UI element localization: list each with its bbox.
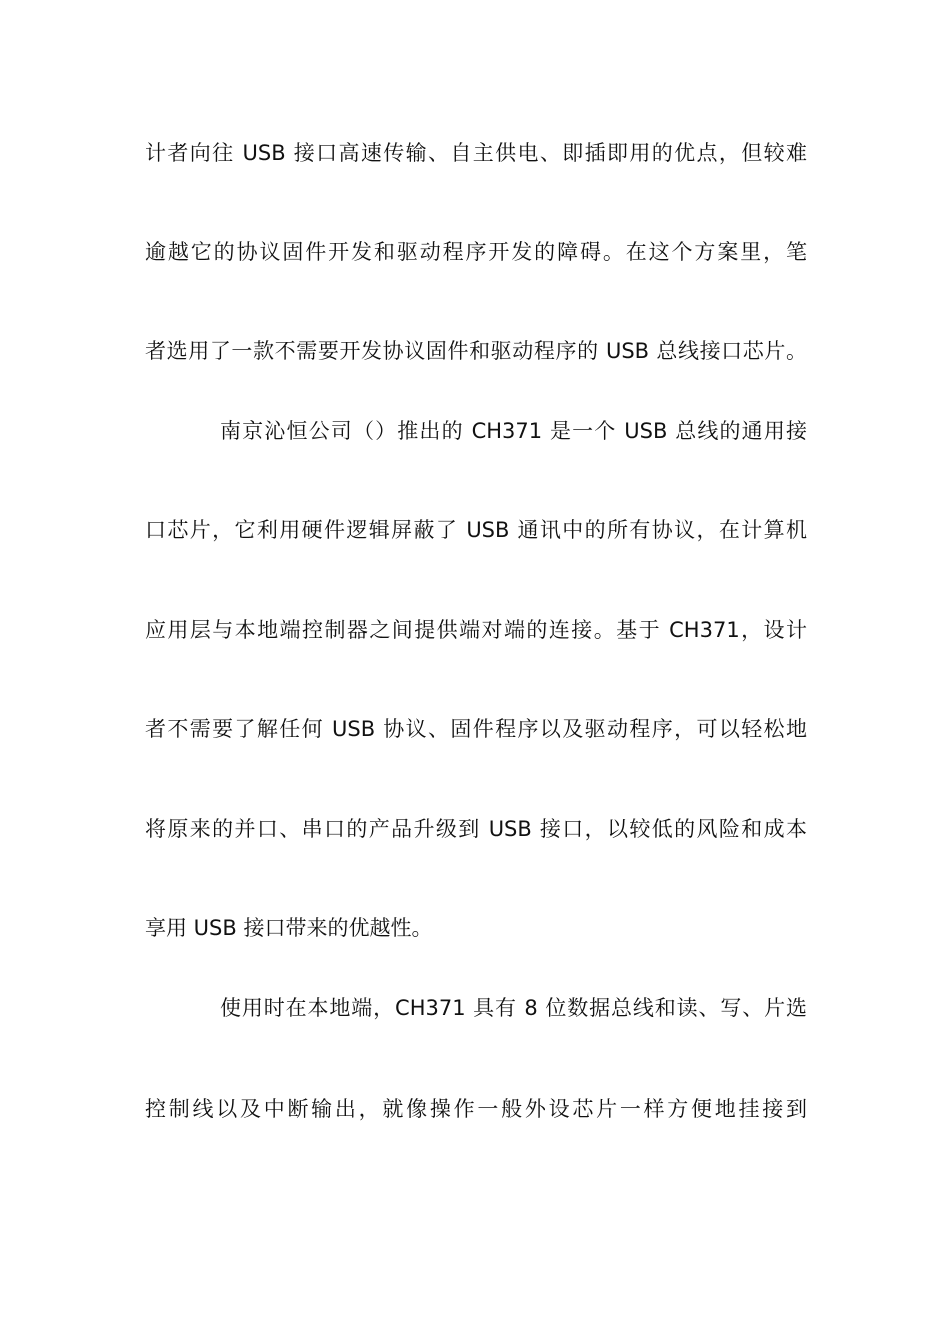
- paragraph-1-line-1: 计者向往 USB 接口高速传输、自主供电、即插即用的优点，但较难: [145, 141, 807, 165]
- paragraph-2-line-6: 享用 USB 接口带来的优越性。: [145, 916, 433, 940]
- paragraph-3-line-1: 使用时在本地端，CH371 具有 8 位数据总线和读、写、片选: [220, 996, 807, 1020]
- paragraph-2-line-5: 将原来的并口、串口的产品升级到 USB 接口，以较低的风险和成本: [145, 817, 807, 841]
- paragraph-2-line-1: 南京沁恒公司（）推出的 CH371 是一个 USB 总线的通用接: [220, 419, 807, 443]
- paragraph-1-line-2: 逾越它的协议固件开发和驱动程序开发的障碍。在这个方案里，笔: [145, 240, 807, 264]
- paragraph-1-line-3: 者选用了一款不需要开发协议固件和驱动程序的 USB 总线接口芯片。: [145, 339, 807, 363]
- paragraph-2-line-3: 应用层与本地端控制器之间提供端对端的连接。基于 CH371，设计: [145, 618, 807, 642]
- paragraph-3-line-2: 控制线以及中断输出，就像操作一般外设芯片一样方便地挂接到: [145, 1097, 807, 1121]
- paragraph-2-line-4: 者不需要了解任何 USB 协议、固件程序以及驱动程序，可以轻松地: [145, 717, 807, 741]
- paragraph-2-line-2: 口芯片，它利用硬件逻辑屏蔽了 USB 通讯中的所有协议，在计算机: [145, 518, 807, 542]
